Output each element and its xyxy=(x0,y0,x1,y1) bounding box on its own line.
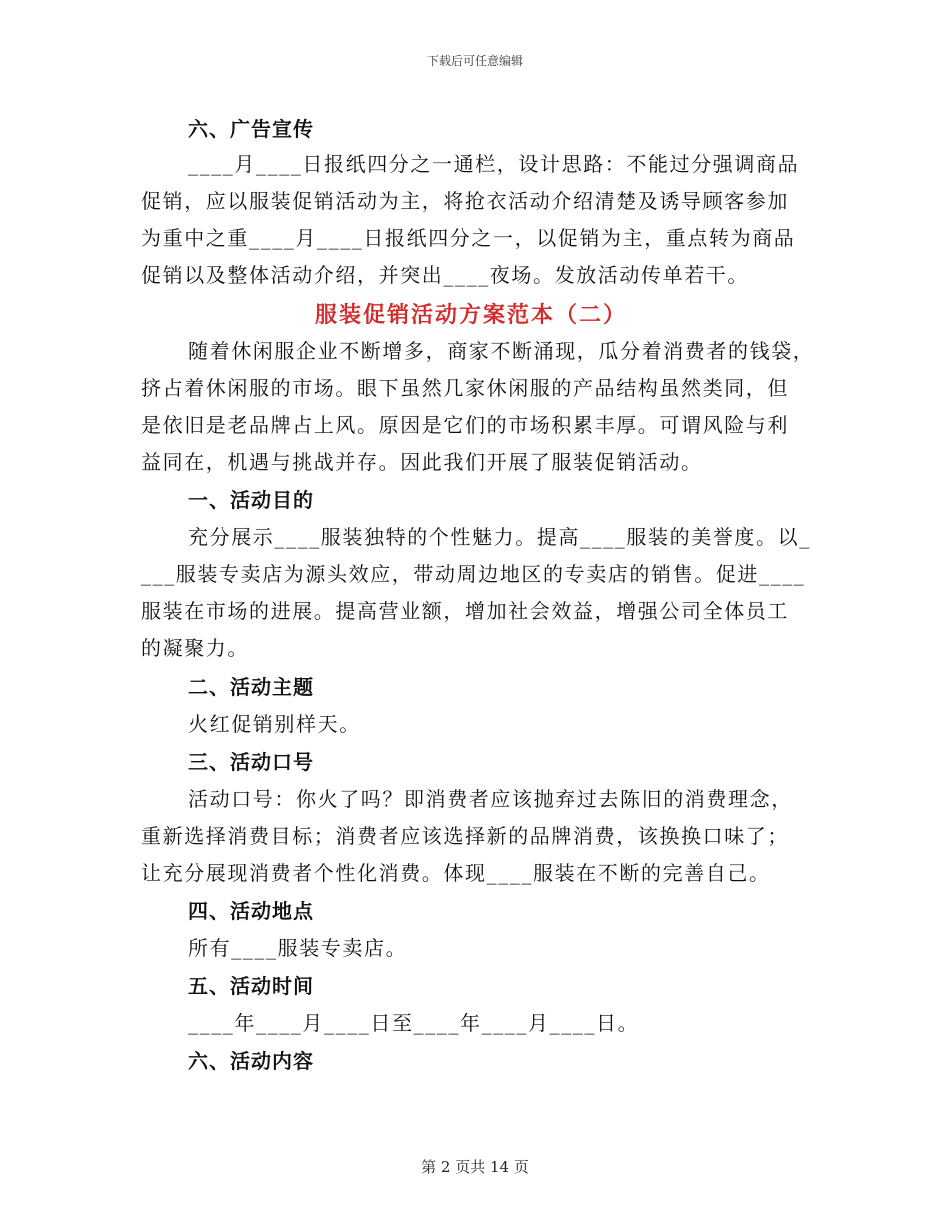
paragraph-line: 重新选择消费目标；消费者应该选择新的品牌消费，该换换口味了； xyxy=(141,824,789,848)
header-note: 下载后可任意编辑 xyxy=(426,54,523,68)
paragraph-line: 活动口号：你火了吗？即消费者应该抛弃过去陈旧的消费理念， xyxy=(188,787,793,811)
document-title: 服装促销活动方案范本（二） xyxy=(314,303,627,328)
section-heading-time: 五、活动时间 xyxy=(188,974,314,998)
page-number: 第 2 页共 14 页 xyxy=(421,1158,529,1176)
paragraph-line: ____月____日报纸四分之一通栏，设计思路：不能过分强调商品 xyxy=(188,152,800,176)
paragraph-line: 随着休闲服企业不断增多，商家不断涌现，瓜分着消费者的钱袋， xyxy=(188,339,815,363)
section-heading-location: 四、活动地点 xyxy=(188,899,314,923)
paragraph-line: 服装在市场的进展。提高营业额，增加社会效益，增强公司全体员工 xyxy=(141,599,789,623)
section-heading-purpose: 一、活动目的 xyxy=(188,488,314,512)
paragraph-line: 火红促销别样天。 xyxy=(188,712,361,736)
paragraph-line: 促销，应以服装促销活动为主，将抢衣活动介绍清楚及诱导顾客参加 xyxy=(141,189,789,213)
paragraph-line: 让充分展现消费者个性化消费。体现____服装在不断的完善自己。 xyxy=(141,861,771,885)
paragraph-line: 挤占着休闲服的市场。眼下虽然几家休闲服的产品结构虽然类同，但 xyxy=(141,376,789,400)
section-heading-content: 六、活动内容 xyxy=(188,1049,314,1073)
paragraph-line: ____年____月____日至____年____月____日。 xyxy=(188,1011,640,1035)
paragraph-line: 益同在，机遇与挑战并存。因此我们开展了服装促销活动。 xyxy=(141,450,703,474)
section-heading-slogan: 三、活动口号 xyxy=(188,750,314,774)
paragraph-line: ___服装专卖店为源头效应，带动周边地区的专卖店的销售。促进____ xyxy=(141,562,806,586)
paragraph-line: 促销以及整体活动介绍，并突出____夜场。发放活动传单若干。 xyxy=(141,263,749,287)
paragraph-line: 是依旧是老品牌占上风。原因是它们的市场积累丰厚。可谓风险与利 xyxy=(141,413,789,437)
paragraph-line: 为重中之重____月____日报纸四分之一，以促销为主，重点转为商品 xyxy=(141,226,796,250)
paragraph-line: 充分展示____服装独特的个性魅力。提高____服装的美誉度。以_ xyxy=(188,525,811,549)
paragraph-line: 所有____服装专卖店。 xyxy=(188,936,408,960)
paragraph-line: 的凝聚力。 xyxy=(141,636,249,660)
section-heading-ad: 六、广告宣传 xyxy=(188,117,314,141)
section-heading-theme: 二、活动主题 xyxy=(188,675,314,699)
